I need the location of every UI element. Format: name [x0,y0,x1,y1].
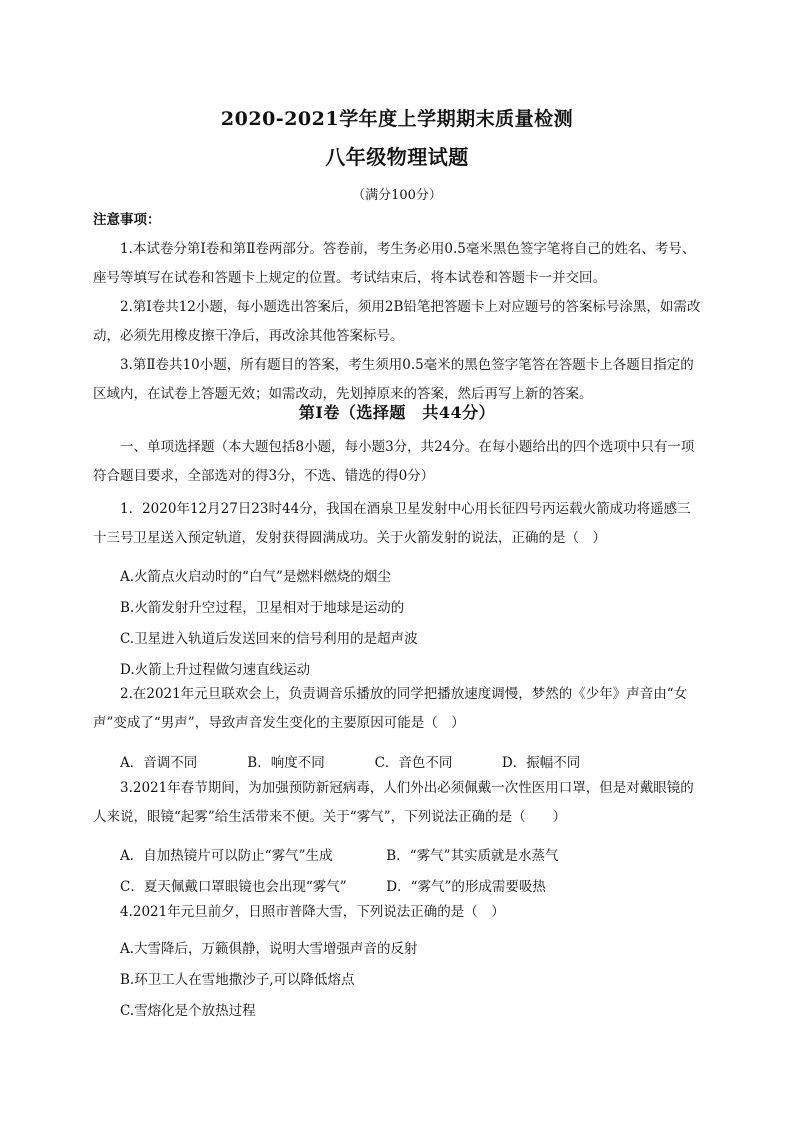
question-2-options [120,751,580,771]
question-4-option-c: C.雪熔化是个放热过程 [120,1003,256,1019]
question-3-options-row-1 [120,844,559,864]
note-item-1: 1.本试卷分第Ⅰ卷和第Ⅱ卷两部分。答卷前，考生务必用0.5毫米黑色签字笔将自己的姓名、考号、座号等填写在试卷和答题卡上规定的位置。考试结束后，将本试卷和答题卡一并交回。 [93,241,696,286]
question-3-option-c: C．夏天佩戴口罩眼镜也会出现“雾气” [120,879,347,895]
section-title: 第Ⅰ卷（选择题 共44分） [298,403,496,422]
note-item-2: 2.第Ⅰ卷共12小题，每小题选出答案后，须用2B铅笔把答题卡上对应题号的答案标号涂黑，如需改动，必须先用橡皮擦干净后，再改涂其他答案标号。 [93,299,701,344]
question-3-option-d: D．“雾气”的形成需要吸热 [386,879,546,895]
question-1-option-c: C.卫星进入轨道后发送回来的信号利用的是超声波 [120,631,418,647]
section-instructions: 一、单项选择题（本大题包括8小题，每小题3分，共24分。在每小题给出的四个选项中只有一项符合题目要求，全部选对的得3分，不选、错选的得0分） [93,439,695,484]
question-2-option-b: B．响度不同 [247,755,325,771]
notes-heading: 注意事项： [93,212,161,228]
question-2-option-c: C．音色不同 [374,755,453,771]
question-2-option-d: D．振幅不同 [501,755,581,771]
question-1-option-b: B.火箭发射升空过程，卫星相对于地球是运动的 [120,600,405,616]
question-4-stem: 4.2021年元旦前夕，日照市普降大雪，下列说法正确的是（ ） [120,904,505,920]
question-3-stem: 3.2021年春节期间，为加强预防新冠病毒，人们外出必须佩戴一次性医用口罩，但是对戴眼镜的人来说，眼镜“起雾”给生活带来不便。关于“雾气”，下列说法正确的是（ ） [93,780,694,825]
note-item-3: 3.第Ⅱ卷共10小题，所有题目的答案，考生须用0.5毫米的黑色签字笔答在答题卡上各题目指定的区域内，在试卷上答题无效；如需改动，先划掉原来的答案，然后再写上新的答案。 [93,357,694,402]
question-1-option-d: D.火箭上升过程做匀速直线运动 [120,662,311,678]
exam-subject: 八年级物理试题 [325,145,469,169]
question-2-option-a: A．音调不同 [120,755,198,771]
question-3-option-a: A．自加热镜片可以防止“雾气”生成 [120,848,333,864]
question-3-options-row-2 [120,875,546,895]
question-1-stem: 1．2020年12月27日23时44分，我国在酒泉卫星发射中心用长征四号丙运载火箭成功将遥感三十三号卫星送入预定轨道，发射获得圆满成功。关于火箭发射的说法，正确的是（ ） [93,501,691,546]
question-2-stem: 2.在2021年元旦联欢会上，负责调音乐播放的同学把播放速度调慢，梦然的《少年》声音由“女声”变成了“男声”，导致声音发生变化的主要原因可能是（ ） [93,686,688,731]
full-score: （满分100分） [352,188,442,203]
question-4-option-b: B.环卫工人在雪地撒沙子,可以降低熔点 [120,972,355,988]
exam-title: 2020-2021学年度上学期期末质量检测 [220,108,574,130]
question-1-option-a: A.火箭点火启动时的“白气”是燃料燃烧的烟尘 [120,569,391,585]
question-3-option-b: B．“雾气”其实质就是水蒸气 [386,848,559,864]
question-4-option-a: A.大雪降后，万籁俱静，说明大雪增强声音的反射 [120,941,418,957]
